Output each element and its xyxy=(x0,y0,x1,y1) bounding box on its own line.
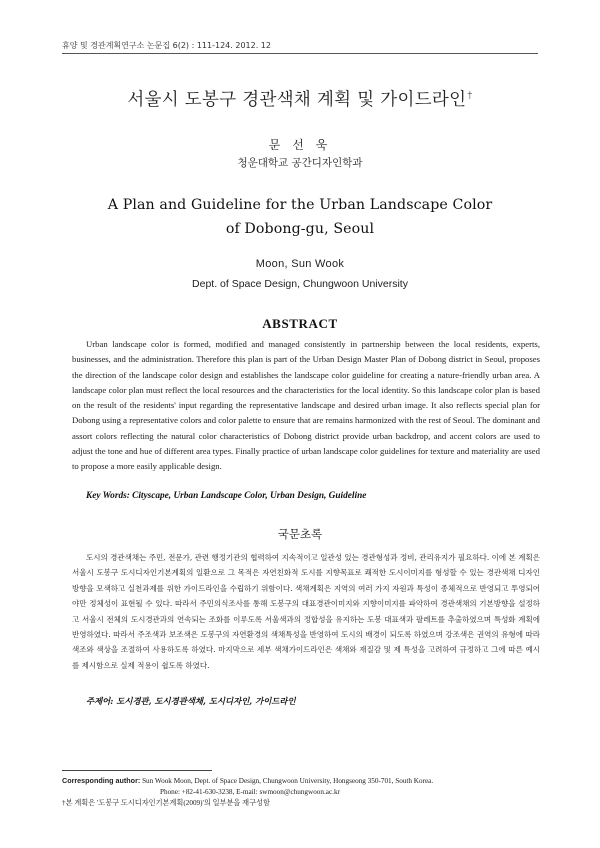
footnote-divider xyxy=(62,770,212,771)
corresponding-author-line xyxy=(62,775,542,787)
korean-abstract-body: 도시의 경관색채는 주민, 전문가, 관련 행정기관의 협력하여 지속적이고 일관성 있는 경관형성과 정비, 관리유지가 필요하다. 이에 본 계획은 서울시 도봉구 도시디자인기본계획의 일환으로 그 목적은 자연친화적 도시를 지향목표로 쾌적한 도시이미지를 형성할 수 있는 경관색채 디자인 방향을 모색하고 실천과제를 위한 가이드라인을 수립하기 위함이다. 색채계획은 지역의 여러 가지 자원과 특성이 종체적으로 반영되고 투영되어야만 정체성이 표현될 수 있다. 따라서 주민의식조사를 통해 도봉구의 대표경관이미지와 지향이미지를 파악하여 경관색채의 기본방향을 설정하고 서울시 전체의 도시경관과의 연속되는 조화를 이루도록 서울색과의 정합성을 유지하는 도봉 대표색과 팔레트를 추출하였으며 특성화 계획에 반영하였다. 따라서 주조색과 보조색은 도봉구의 자연환경의 색채특성을 반영하여 도시의 배경이 되도록 하였으며 강조색은 권역의 유형에 따라 색조와 색상을 조절하여 사용하도록 하였다. 마지막으로 세부 색채가이드라인은 색채와 재질감 및 제 특성을 고려하여 규정하고 그에 따른 예시를 제시함으로 실제 적용이 쉽도록 하였다. xyxy=(72,553,540,670)
korean-title xyxy=(0,86,600,111)
english-title-line-1: A Plan and Guideline for the Urban Landscape Color xyxy=(107,197,493,213)
english-keywords: Key Words: Cityscape, Urban Landscape Color, Urban Design, Guideline xyxy=(86,491,367,501)
abstract-heading: ABSTRACT xyxy=(262,316,338,331)
english-title-line-2: of Dobong-gu, Seoul xyxy=(225,221,375,237)
english-title xyxy=(0,193,600,241)
english-affiliation: Dept. of Space Design, Chungwoon University xyxy=(192,278,408,290)
korean-abstract-heading: 국문초록 xyxy=(277,527,323,541)
korean-author: 문 선 욱 xyxy=(268,138,332,152)
english-author: Moon, Sun Wook xyxy=(255,258,345,270)
corresponding-author-label: Corresponding author: xyxy=(62,776,141,785)
title-footnote-mark: † xyxy=(467,90,473,102)
korean-title-text: 서울시 도봉구 경관색채 계획 및 가이드라인 xyxy=(127,90,467,110)
korean-keywords: 주제어: 도시경관, 도시경관색채, 도시디자인, 가이드라인 xyxy=(86,696,296,706)
corresponding-author-address: Sun Wook Moon, Dept. of Space Design, Chungwoon University, Hongseong 350-701, South Korea. xyxy=(142,777,434,785)
plan-source-note: †본 계획은 '도봉구 도시디자인기본계획(2009)'의 일부분을 재구성함 xyxy=(62,799,270,807)
running-head: 휴양 및 경관계획연구소 논문집 6(2) : 111-124. 2012. 12 xyxy=(62,41,271,50)
korean-affiliation: 청운대학교 공간디자인학과 xyxy=(237,157,363,169)
corresponding-author-contact: Phone: +82-41-630-3238, E-mail: swmoon@chungwoon.ac.kr xyxy=(160,788,340,796)
footnote xyxy=(62,775,542,809)
abstract-body: Urban landscape color is formed, modified and managed consistently in partnership between the local residents, experts, businesses, and the administration. Therefore this plan is part of the Urban Design Master Plan of Dobong district in Seoul, proposes the direction of the landscape color design and establishes the landscape color guideline for creating a nature-friendly urban area. A landscape color plan must reflect the local resources and the characteristics for the local identity. So this landscape color plan is based on the result of the residents' input regarding the representative landscape and desired urban image. It also reflects special plan for Dobong using a representative colors and color palette to ensure that are remains harmonized with the rest of Seoul. The dominant and assort colors reflecting the natural color characteristics of Dobong district provide urban backdrop, and accent colors are used to adjust the tone and hue of different area types. Finally practice of urban landscape color guidelines for texture and materiality are used to propose a more easily applicable design. xyxy=(72,339,540,472)
header-divider xyxy=(62,53,538,54)
